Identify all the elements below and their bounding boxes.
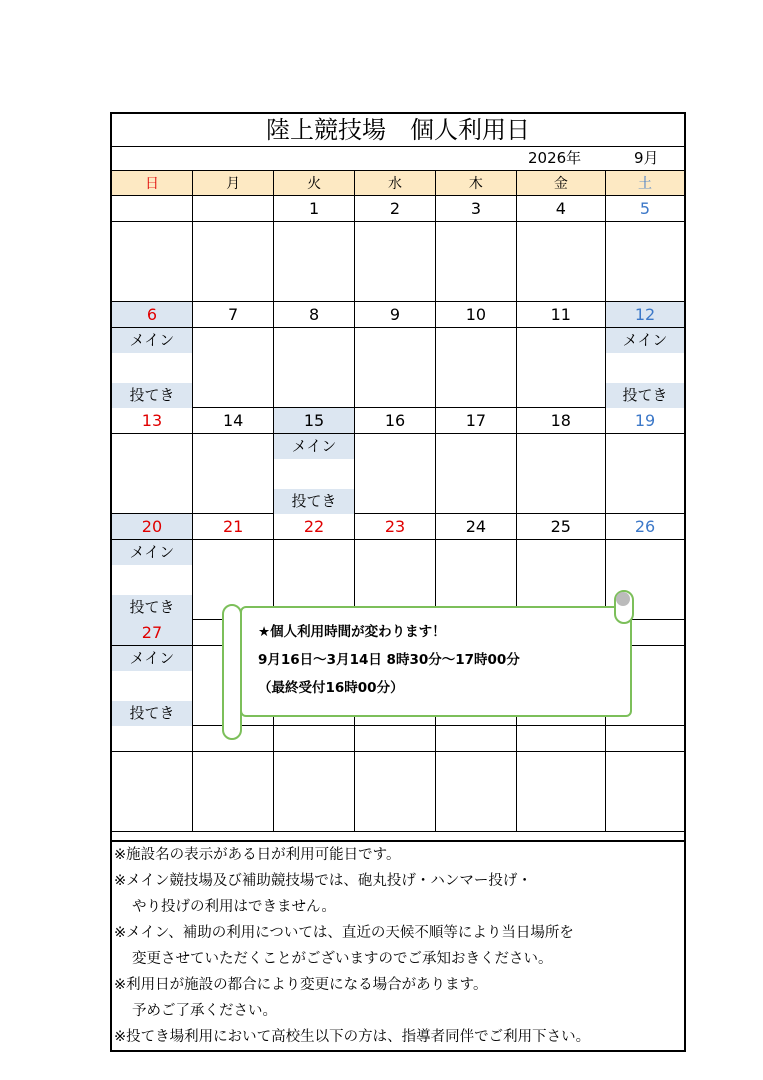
main-field-label: メイン: [112, 328, 192, 353]
year-month-row: [112, 146, 684, 171]
note-line: 予めご了承ください。: [132, 1003, 277, 1019]
day-cell: [354, 195, 435, 301]
throwing-field-label: 投てき: [606, 383, 684, 408]
throwing-field-label: 投てき: [274, 489, 353, 514]
day-cell: [192, 725, 273, 831]
day-number: 17: [436, 408, 515, 434]
day-number: 26: [606, 514, 684, 540]
weekday-header: 金: [516, 171, 605, 195]
note-line: ※メイン競技場及び補助競技場では、砲丸投げ・ハンマー投げ・: [114, 873, 532, 889]
day-cell: [436, 725, 516, 831]
day-cell: [112, 619, 192, 725]
day-number: 19: [606, 408, 684, 434]
main-field-label: メイン: [112, 646, 192, 671]
weekday-header: 土: [605, 171, 684, 195]
day-number: 8: [274, 302, 353, 328]
day-number: 7: [193, 302, 273, 328]
day-cell: [112, 725, 192, 831]
day-cell: [516, 725, 605, 831]
day-cell: [605, 725, 684, 831]
main-field-label: メイン: [112, 540, 192, 565]
main-field-label: メイン: [274, 434, 353, 459]
day-number: 24: [436, 514, 515, 540]
scroll-curl: [616, 592, 630, 606]
notice-text: [258, 618, 520, 702]
day-number: 20: [112, 514, 192, 540]
main-field-label: メイン: [606, 328, 684, 353]
notes-section: [112, 840, 684, 1050]
weekday-header: 水: [354, 171, 435, 195]
day-cell: [192, 301, 273, 407]
day-cell: [112, 407, 192, 513]
day-cell: [274, 725, 354, 831]
day-number: 27: [112, 620, 192, 646]
day-number: 25: [517, 514, 605, 540]
day-number: 15: [274, 408, 353, 434]
day-cell: [274, 301, 354, 407]
notice-line-1: ★個人利用時間が変わります！: [258, 624, 446, 640]
day-number: 11: [517, 302, 605, 328]
day-cell: [516, 301, 605, 407]
day-number: 22: [274, 514, 353, 540]
day-cell: [436, 407, 516, 513]
day-number: [193, 196, 273, 222]
day-cell: [192, 195, 273, 301]
note-line: ※施設名の表示がある日が利用可能日です。: [114, 847, 401, 863]
day-cell: [605, 195, 684, 301]
day-number: 18: [517, 408, 605, 434]
day-cell: [436, 195, 516, 301]
day-cell: [516, 195, 605, 301]
note-line: ※メイン、補助の利用については、直近の天候不順等により当日場所を: [114, 925, 574, 941]
day-number: [112, 196, 192, 222]
day-cell: [274, 407, 354, 513]
day-cell: [436, 301, 516, 407]
throwing-field-label: 投てき: [112, 701, 192, 726]
day-number: 10: [436, 302, 515, 328]
day-cell: [354, 725, 435, 831]
note-line: 変更させていただくことがございますのでご承知おきください。: [132, 951, 553, 967]
notice-scroll: [222, 590, 637, 740]
day-cell: [112, 195, 192, 301]
day-number: 23: [355, 514, 435, 540]
notice-line-2: 9月16日～3月14日 8時30分～17時00分: [258, 652, 520, 668]
year-label: 2026年: [528, 149, 582, 167]
day-cell: [605, 301, 684, 407]
day-number: 6: [112, 302, 192, 328]
day-number: 12: [606, 302, 684, 328]
day-cell: [354, 407, 435, 513]
note-line: ※利用日が施設の都合により変更になる場合があります。: [114, 977, 488, 993]
day-number: 3: [436, 196, 515, 222]
day-number: 1: [274, 196, 353, 222]
weekday-header: 火: [274, 171, 354, 195]
scroll-left-roll: [222, 604, 242, 740]
day-cell: [112, 513, 192, 619]
day-number: 21: [193, 514, 273, 540]
notice-line-3: （最終受付16時00分）: [258, 680, 404, 696]
day-cell: [605, 407, 684, 513]
day-cell: [112, 301, 192, 407]
page-title: 陸上競技場 個人利用日: [112, 114, 684, 147]
day-number: 14: [193, 408, 273, 434]
day-cell: [516, 407, 605, 513]
day-number: 16: [355, 408, 435, 434]
day-cell: [192, 407, 273, 513]
note-line: ※投てき場利用において高校生以下の方は、指導者同伴でご利用下さい。: [114, 1029, 591, 1045]
weekday-header: 日: [112, 171, 192, 195]
day-number: 4: [517, 196, 605, 222]
day-number: 5: [606, 196, 684, 222]
day-number: 13: [112, 408, 192, 434]
month-label: 9月: [634, 149, 659, 167]
weekday-header: 月: [192, 171, 273, 195]
calendar-sheet: [110, 112, 686, 1052]
weekday-header: 木: [436, 171, 516, 195]
throwing-field-label: 投てき: [112, 383, 192, 408]
note-line: やり投げの利用はできません。: [132, 899, 336, 915]
day-cell: [274, 195, 354, 301]
day-number: 9: [355, 302, 435, 328]
day-number: 2: [355, 196, 435, 222]
throwing-field-label: 投てき: [112, 595, 192, 620]
day-cell: [354, 301, 435, 407]
day-number: [112, 726, 192, 752]
